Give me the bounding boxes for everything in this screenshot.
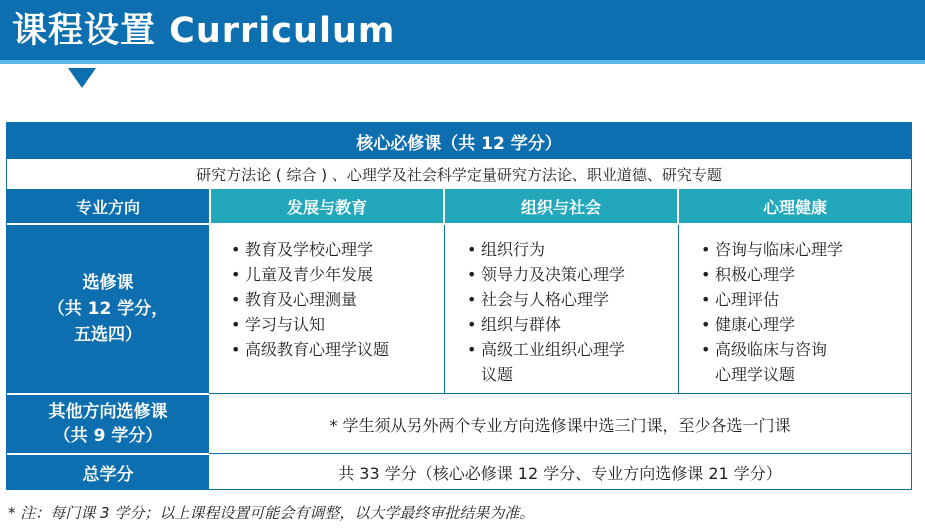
health-course-list (701, 237, 843, 387)
list-item: • 高级教育心理学议题 (231, 337, 389, 362)
curriculum-table (6, 122, 912, 490)
list-item: • 儿童及青少年发展 (231, 262, 389, 287)
list-item-continuation: 议题 (481, 365, 514, 384)
development-course-list (231, 237, 389, 362)
total-credits-text: 共 33 学分（核心必修课 12 学分、专业方向选修课 21 学分） (338, 463, 782, 483)
list-item: • 高级临床与咨询 (701, 337, 843, 362)
list-item: • 组织与群体 (467, 312, 625, 337)
list-item: • 领导力及决策心理学 (467, 262, 625, 287)
list-item: • 教育及心理测量 (231, 287, 389, 312)
other-electives-label-line: （共 9 学分） (53, 426, 163, 446)
electives-label-line: 选修课 (82, 273, 134, 293)
list-item: • 高级工业组织心理学 (467, 337, 625, 362)
list-item: • 积极心理学 (701, 262, 843, 287)
list-item-continuation: 心理学议题 (715, 365, 796, 384)
core-courses-heading: 核心必修课（共 12 学分） (7, 123, 911, 159)
divider (209, 393, 911, 394)
direction-heading-organization: 组织与社会 (445, 189, 677, 223)
header-banner (0, 0, 925, 64)
electives-label-line: （共 12 学分， (47, 299, 169, 319)
list-item: • 心理评估 (701, 287, 843, 312)
health-courses-cell (679, 225, 911, 393)
other-electives-note: * 学生须从另外两个专业方向选修课中选三门课，至少各选一门课 (329, 415, 791, 435)
banner-pointer (68, 68, 96, 88)
electives-label-line: 五选四） (74, 325, 142, 345)
direction-label: 专业方向 (7, 189, 209, 223)
list-item: • 社会与人格心理学 (467, 287, 625, 312)
page-title: 课程设置 Curriculum (12, 11, 396, 51)
organization-courses-cell (445, 225, 679, 393)
direction-heading-health: 心理健康 (679, 189, 911, 223)
list-item: • 学习与认知 (231, 312, 389, 337)
footnote: * 注：每门课 3 学分；以上课程设置可能会有调整，以大学最终审批结果为准。 (8, 504, 535, 522)
development-courses-cell (209, 225, 445, 393)
total-credits-label: 总学分 (7, 455, 209, 489)
other-electives-label (7, 395, 209, 453)
direction-heading-development: 发展与教育 (211, 189, 443, 223)
electives-label (7, 225, 209, 393)
list-item: • 组织行为 (467, 237, 625, 262)
divider (209, 453, 911, 454)
core-courses-description: 研究方法论 ( 综合 ) 、心理学及社会科学定量研究方法论、职业道德、研究专题 (7, 159, 911, 189)
list-item: • 咨询与临床心理学 (701, 237, 843, 262)
list-item: • 健康心理学 (701, 312, 843, 337)
list-item: • 教育及学校心理学 (231, 237, 389, 262)
organization-course-list (467, 237, 625, 387)
other-electives-label-line: 其他方向选修课 (48, 402, 168, 422)
